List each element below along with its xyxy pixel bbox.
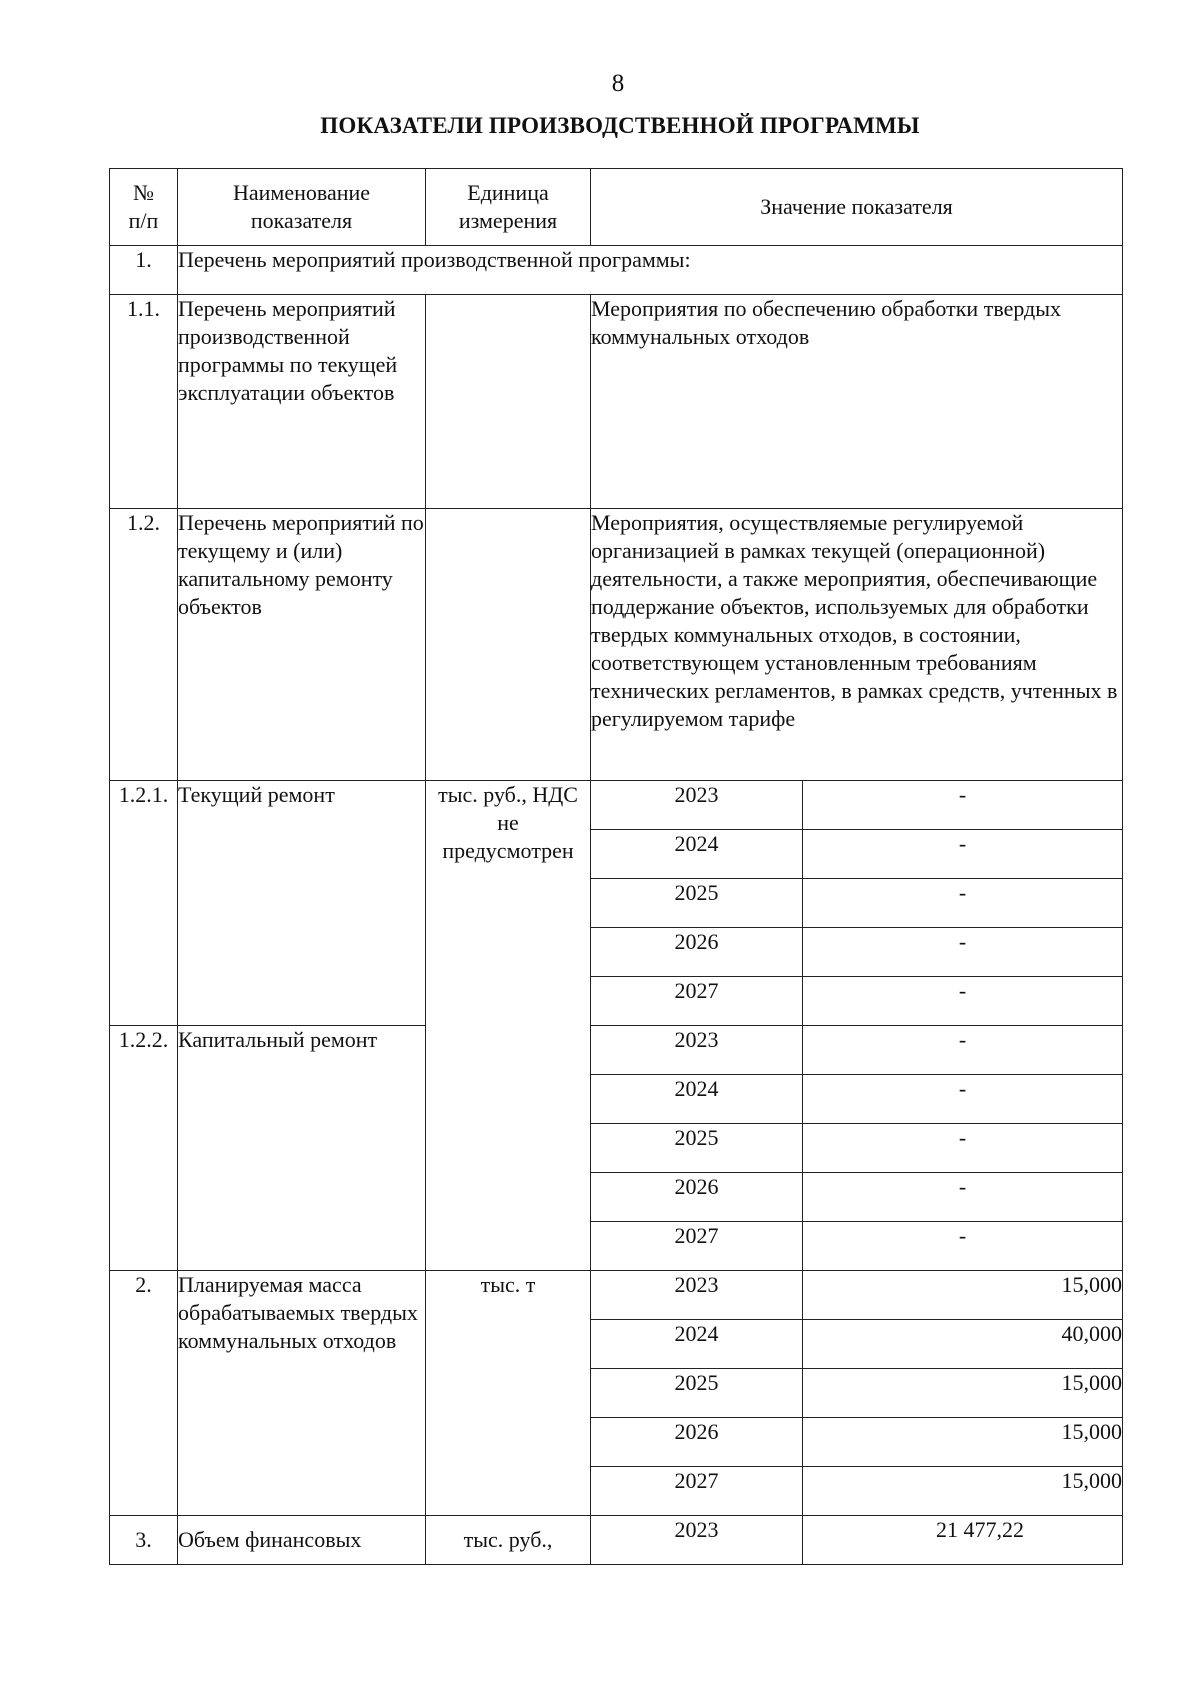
year-cell: 2023 <box>591 781 803 830</box>
value-cell: - <box>803 1173 1123 1222</box>
table-row-1-2-2 <box>110 1026 1123 1075</box>
table-row-1-2 <box>110 509 1123 781</box>
table-row-2 <box>110 1271 1123 1320</box>
year-cell: 2027 <box>591 1467 803 1516</box>
year-cell: 2027 <box>591 1222 803 1271</box>
header-value: Значение показателя <box>591 169 1123 246</box>
year-cell: 2024 <box>591 1075 803 1124</box>
table-header-row <box>110 169 1123 246</box>
year-cell: 2026 <box>591 1173 803 1222</box>
year-cell: 2024 <box>591 830 803 879</box>
page-number: 8 <box>611 70 625 97</box>
value-cell: - <box>803 1075 1123 1124</box>
indicator-name: Объем финансовых <box>178 1516 426 1565</box>
header-no: № п/п <box>110 169 178 246</box>
value-cell: - <box>803 928 1123 977</box>
indicator-name: Перечень мероприятий по текущему и (или) капитальному ремонту объектов <box>178 509 426 781</box>
value-cell: 40,000 <box>803 1320 1123 1369</box>
indicator-name: Текущий ремонт <box>178 781 426 1026</box>
indicator-name: Планируемая масса обрабатываемых твердых коммунальных отходов <box>178 1271 426 1516</box>
value-cell: 15,000 <box>803 1271 1123 1320</box>
year-cell: 2027 <box>591 977 803 1026</box>
indicator-unit <box>426 509 591 781</box>
section-title: Перечень мероприятий производственной программы: <box>178 246 1123 295</box>
year-cell: 2024 <box>591 1320 803 1369</box>
row-number: 1.2. <box>110 509 178 781</box>
table-row-1 <box>110 246 1123 295</box>
indicator-name: Капитальный ремонт <box>178 1026 426 1271</box>
table-row-3 <box>110 1516 1123 1565</box>
indicator-unit <box>426 295 591 509</box>
header-unit: Единица измерения <box>426 169 591 246</box>
document-title: ПОКАЗАТЕЛИ ПРОИЗВОДСТВЕННОЙ ПРОГРАММЫ <box>320 113 920 138</box>
year-cell: 2023 <box>591 1516 803 1565</box>
row-number: 1.1. <box>110 295 178 509</box>
value-cell: - <box>803 830 1123 879</box>
indicator-value: Мероприятия, осуществляемые регулируемой организацией в рамках текущей (операционной) деятельности, а также мероприятия, обеспечивающие поддержание объектов, используемых для обработки твердых коммунальных отходов, в состоянии, соответствующем установленным требованиям технических регламентов, в рамках средств, учтенных в регулируемом тарифе <box>591 509 1123 781</box>
year-cell: 2023 <box>591 1026 803 1075</box>
value-cell: - <box>803 1222 1123 1271</box>
value-cell: 15,000 <box>803 1369 1123 1418</box>
indicator-unit: тыс. руб., НДС не предусмотрен <box>426 781 591 1271</box>
year-cell: 2025 <box>591 879 803 928</box>
value-cell: - <box>803 1026 1123 1075</box>
value-cell: - <box>803 977 1123 1026</box>
value-cell: - <box>803 879 1123 928</box>
value-cell: - <box>803 781 1123 830</box>
indicator-unit: тыс. т <box>426 1271 591 1516</box>
row-number: 1.2.1. <box>110 781 178 1026</box>
table-row-1-2-1 <box>110 781 1123 830</box>
indicators-table <box>109 168 1123 1565</box>
year-cell: 2025 <box>591 1369 803 1418</box>
year-cell: 2026 <box>591 1418 803 1467</box>
indicator-name: Перечень мероприятий производственной программы по текущей эксплуатации объектов <box>178 295 426 509</box>
row-number: 1. <box>110 246 178 295</box>
value-cell: - <box>803 1124 1123 1173</box>
value-cell: 15,000 <box>803 1418 1123 1467</box>
row-number: 3. <box>110 1516 178 1565</box>
year-cell: 2026 <box>591 928 803 977</box>
value-cell: 15,000 <box>803 1467 1123 1516</box>
indicator-unit: тыс. руб., <box>426 1516 591 1565</box>
year-cell: 2025 <box>591 1124 803 1173</box>
table-row-1-1 <box>110 295 1123 509</box>
row-number: 1.2.2. <box>110 1026 178 1271</box>
value-cell: 21 477,22 <box>803 1516 1123 1565</box>
indicator-value: Мероприятия по обеспечению обработки твердых коммунальных отходов <box>591 295 1123 509</box>
row-number: 2. <box>110 1271 178 1516</box>
header-name: Наименование показателя <box>178 169 426 246</box>
year-cell: 2023 <box>591 1271 803 1320</box>
